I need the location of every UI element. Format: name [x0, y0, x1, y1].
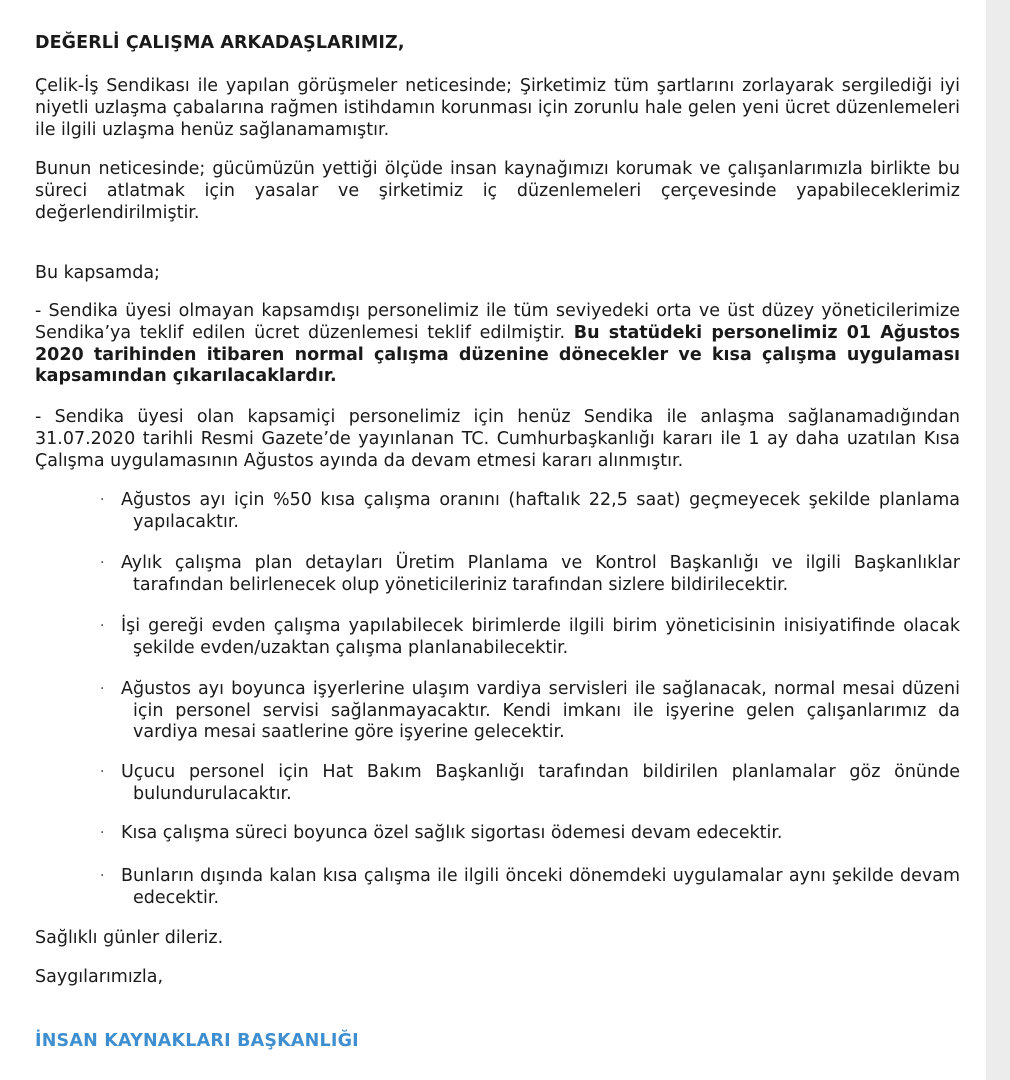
list-item-text: Kısa çalışma süreci boyunca özel sağlık sigortası ödemesi devam edecektir. [121, 823, 783, 843]
list-item-text: Ağustos ayı boyunca işyerlerine ulaşım vardiya servisleri ile sağlanacak, normal mesai düzeni için personel servisi sağlanmayacaktır. Kendi imkanı ile işyerine gelen çalışanlarımız da vardiya mesai saatlerine göre işyerine gelecektir. [121, 679, 960, 742]
paragraph-non-union-staff [35, 301, 960, 388]
bullet-dot-icon: · [100, 825, 105, 841]
letter-greeting: DEĞERLİ ÇALIŞMA ARKADAŞLARIMIZ, [35, 33, 405, 53]
list-item-text: Uçucu personel için Hat Bakım Başkanlığı tarafından bildirilen planlamalar göz önünde bulundurulacaktır. [121, 762, 960, 804]
list-item-text: Aylık çalışma plan detayları Üretim Planlama ve Kontrol Başkanlığı ve ilgili Başkanlıklar tarafından belirlenecek olup yöneticileriniz tarafından sizlere bildirilecektir. [121, 553, 960, 595]
closing-regards: Saygılarımızla, [35, 967, 164, 987]
page-gutter [986, 0, 1010, 1080]
list-item [100, 616, 960, 659]
closing-wishes: Sağlıklı günler dileriz. [35, 928, 224, 948]
paragraph-negotiations: Çelik-İş Sendikası ile yapılan görüşmeler neticesinde; Şirketimiz tüm şartlarını zorlayarak sergilediği iyi niyetli uzlaşma çabalarına rağmen istihdamın korunması için zorunlu hale gelen yeni ücret düzenlemeleri ile ilgili uzlaşma henüz sağlanamamıştır. [35, 76, 960, 140]
non-union-staff-bold-text: Bu statüdeki personelimiz 01 Ağustos 2020 tarihinden itibaren normal çalışma düzenine dönecekler ve kısa çalışma uygulaması kapsamından çıkarılacaklardır. [35, 322, 960, 387]
list-item [100, 866, 960, 909]
list-item-text: Ağustos ayı için %50 kısa çalışma oranını (haftalık 22,5 saat) geçmeyecek şekilde planlama yapılacaktır. [121, 490, 960, 532]
bullet-dot-icon: · [100, 764, 105, 780]
list-item-text: İşi gereği evden çalışma yapılabilecek birimlerde ilgili birim yöneticisinin inisiyatifinde olacak şekilde evden/uzaktan çalışma planlanabilecektir. [121, 616, 960, 658]
paragraph-evaluation: Bunun neticesinde; gücümüzün yettiği ölçüde insan kaynağımızı korumak ve çalışanlarımızla birlikte bu süreci atlatmak için yasalar ve şirketimiz iç düzenlemeleri çerçevesinde yapabileceklerimiz değerlendirilmiştir. [35, 159, 960, 223]
list-item [100, 553, 960, 596]
list-item [100, 823, 960, 845]
list-item [100, 679, 960, 744]
bullet-dot-icon: · [100, 618, 105, 634]
paragraph-scope: Bu kapsamda; [35, 263, 160, 283]
list-item-text: Bunların dışında kalan kısa çalışma ile ilgili önceki dönemdeki uygulamalar aynı şekilde devam edecektir. [121, 866, 960, 908]
non-union-staff-text: - Sendika üyesi olmayan kapsamdışı personelimiz ile tüm seviyedeki orta ve üst düzey yöneticilerimize Sendika’ya teklif edilen ücret düzenlemesi teklif edilmiştir. [35, 301, 960, 343]
bullet-dot-icon: · [100, 681, 105, 697]
list-item [100, 490, 960, 533]
bullet-dot-icon: · [100, 555, 105, 571]
paragraph-union-staff: - Sendika üyesi olan kapsamiçi personelimiz için henüz Sendika ile anlaşma sağlanamadığından 31.07.2020 tarihli Resmi Gazete’de yayınlanan TC. Cumhurbaşkanlığı kararı ile 1 ay daha uzatılan Kısa Çalışma uygulamasının Ağustos ayında da devam etmesi kararı alınmıştır. [35, 407, 960, 471]
list-item [100, 762, 960, 805]
bullet-dot-icon: · [100, 868, 105, 884]
signature-department: İNSAN KAYNAKLARI BAŞKANLIĞI [35, 1031, 359, 1051]
bullet-dot-icon: · [100, 492, 105, 508]
